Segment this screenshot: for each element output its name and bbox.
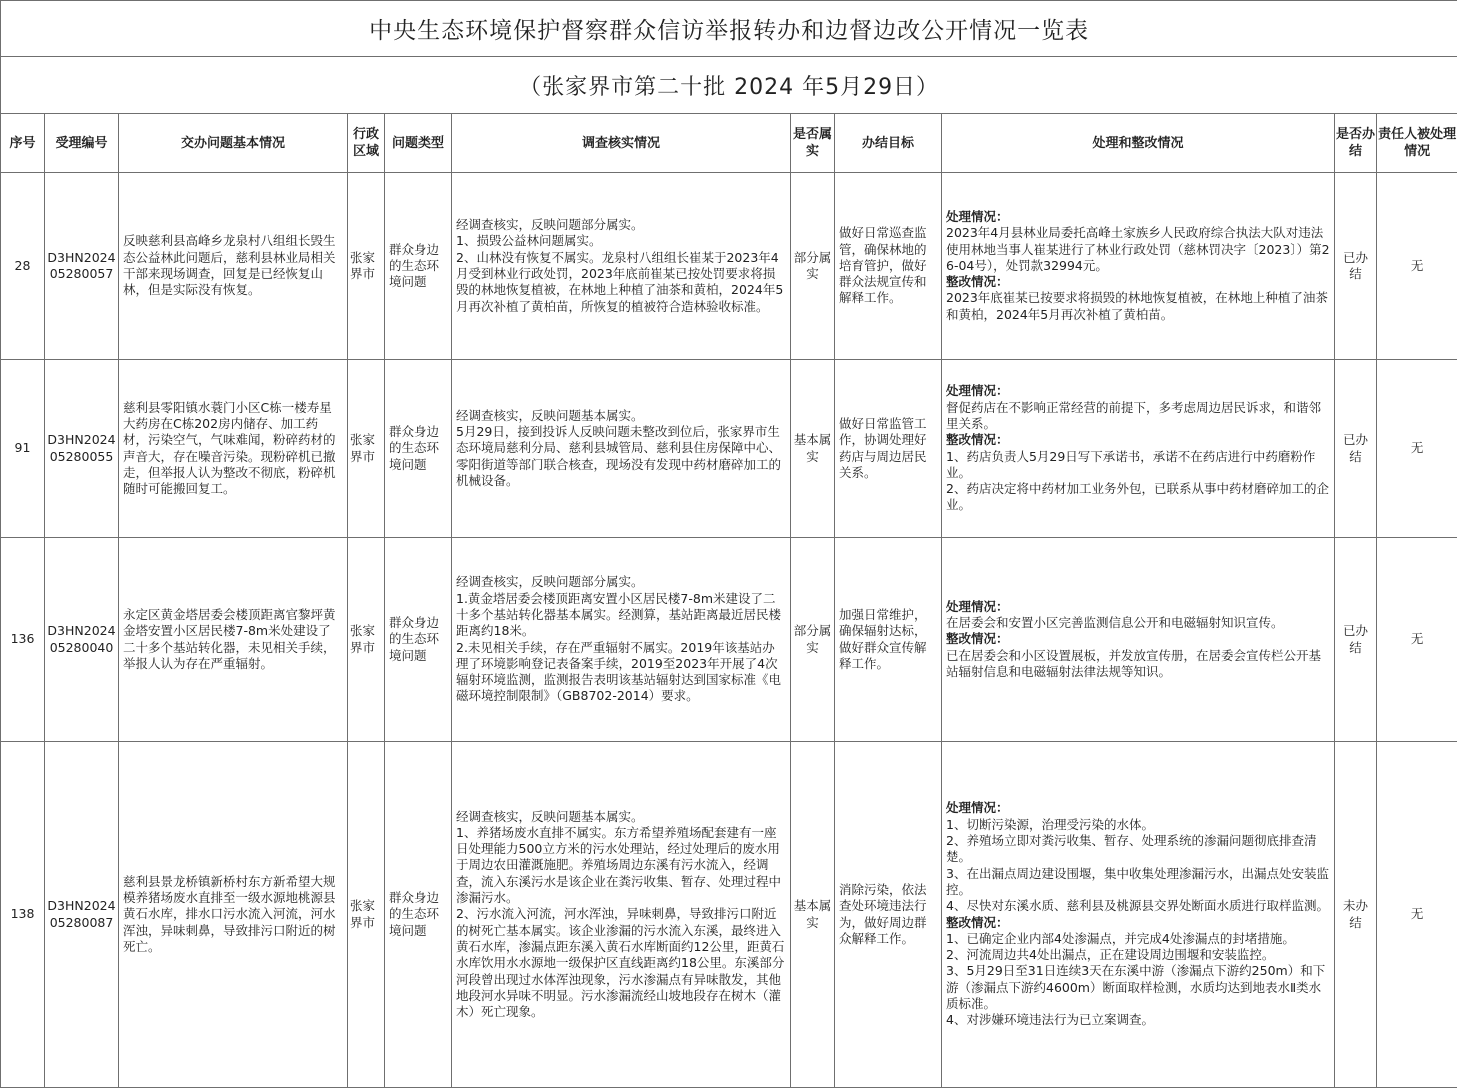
investigation-line: 2、山林没有恢复不属实。龙泉村八组组长崔某于2023年4月受到林业行政处罚，2023年底前崔某已按处罚要求将损毁的林地恢复植被，在林地上种植了油茶和黄柏，2024年5月再次补植了黄柏苗，所恢复的植被符合造林验收标准。 — [456, 250, 786, 315]
page-subtitle: （张家界市第二十批 2024 年5月29日） — [1, 57, 1457, 114]
cell-region: 张家界市 — [348, 360, 385, 538]
cell-done: 已办结 — [1335, 538, 1377, 742]
cell-handling — [942, 360, 1335, 538]
cell-handling — [942, 742, 1335, 1088]
cell-responsible: 无 — [1377, 742, 1457, 1088]
header-responsible: 责任人被处理情况 — [1377, 114, 1457, 173]
cell-issue: 慈利县景龙桥镇新桥村东方新希望大规模养猪场废水直排至一级水源地桃源县黄石水库，排水口污水流入河流，河水浑浊，异味刺鼻，导致排污口附近的树死亡。 — [119, 742, 348, 1088]
cell-seq: 28 — [1, 173, 45, 360]
cell-seq: 138 — [1, 742, 45, 1088]
table-row — [1, 538, 1457, 742]
rectify-label: 整改情况： — [946, 631, 1330, 647]
cell-code: D3HN2024 05280040 — [45, 538, 119, 742]
rectify-line: 1、药店负责人5月29日写下承诺书，承诺不在药店进行中药磨粉作业。 — [946, 449, 1330, 482]
investigation-line: 经调查核实，反映问题部分属实。 — [456, 217, 786, 233]
cell-code: D3HN2024 05280087 — [45, 742, 119, 1088]
header-issue: 交办问题基本情况 — [119, 114, 348, 173]
investigation-line: 1、损毁公益林问题属实。 — [456, 233, 786, 249]
cell-type: 群众身边的生态环境问题 — [385, 173, 452, 360]
cell-code: D3HN2024 05280055 — [45, 360, 119, 538]
table-row — [1, 742, 1457, 1088]
handling-line: 4、尽快对东溪水质、慈利县及桃源县交界处断面水质进行取样监测。 — [946, 898, 1330, 914]
cell-investigation — [452, 173, 791, 360]
investigation-line: 经调查核实，反映问题部分属实。 — [456, 574, 786, 590]
header-investigation: 调查核实情况 — [452, 114, 791, 173]
cell-goal: 做好日常监管工作，协调处理好药店与周边居民关系。 — [835, 360, 942, 538]
handling-line: 2、养殖场立即对粪污收集、暂存、处理系统的渗漏问题彻底排查清楚。 — [946, 833, 1330, 866]
table-row — [1, 360, 1457, 538]
rectify-line: 2、药店决定将中药材加工业务外包，已联系从事中药材磨碎加工的企业。 — [946, 481, 1330, 514]
cell-issue: 反映慈利县高峰乡龙泉村八组组长毁生态公益林此问题后，慈利县林业局相关干部来现场调查，回复是已经恢复山林，但是实际没有恢复。 — [119, 173, 348, 360]
cell-truth: 部分属实 — [791, 173, 835, 360]
rectify-line: 2、河流周边共4处出漏点，正在建设周边围堰和安装监控。 — [946, 947, 1330, 963]
cell-responsible: 无 — [1377, 360, 1457, 538]
cell-handling — [942, 173, 1335, 360]
investigation-line: 经调查核实，反映问题基本属实。 — [456, 809, 786, 825]
rectify-line: 1、已确定企业内部4处渗漏点，并完成4处渗漏点的封堵措施。 — [946, 931, 1330, 947]
rectify-label: 整改情况： — [946, 274, 1330, 290]
rectify-line: 4、对涉嫌环境违法行为已立案调查。 — [946, 1012, 1330, 1028]
handling-line: 在居委会和安置小区完善监测信息公开和电磁辐射知识宣传。 — [946, 615, 1330, 631]
rectify-line: 已在居委会和小区设置展板，并发放宣传册，在居委会宣传栏公开基站辐射信息和电磁辐射法律法规等知识。 — [946, 648, 1330, 681]
table-row — [1, 173, 1457, 360]
rectify-line: 2023年底崔某已按要求将损毁的林地恢复植被，在林地上种植了油茶和黄柏，2024年5月再次补植了黄柏苗。 — [946, 290, 1330, 323]
cell-done: 已办结 — [1335, 173, 1377, 360]
header-seq: 序号 — [1, 114, 45, 173]
cell-investigation — [452, 742, 791, 1088]
cell-goal: 加强日常维护，确保辐射达标，做好群众宣传解释工作。 — [835, 538, 942, 742]
cell-investigation — [452, 360, 791, 538]
header-region: 行政区域 — [348, 114, 385, 173]
header-handling: 处理和整改情况 — [942, 114, 1335, 173]
cell-seq: 91 — [1, 360, 45, 538]
cell-responsible: 无 — [1377, 538, 1457, 742]
rectify-line: 3、5月29日至31日连续3天在东溪中游（渗漏点下游约250m）和下游（渗漏点下游约4600m）断面取样检测，水质均达到地表水Ⅱ类水质标准。 — [946, 963, 1330, 1012]
cell-type: 群众身边的生态环境问题 — [385, 360, 452, 538]
cell-responsible: 无 — [1377, 173, 1457, 360]
handling-label: 处理情况： — [946, 209, 1330, 225]
table-body — [1, 173, 1457, 1088]
cell-code: D3HN2024 05280057 — [45, 173, 119, 360]
header-goal: 办结目标 — [835, 114, 942, 173]
cell-investigation — [452, 538, 791, 742]
handling-line: 1、切断污染源，治理受污染的水体。 — [946, 817, 1330, 833]
cell-issue: 永定区黄金塔居委会楼顶距离官黎坪黄金塔安置小区居民楼7-8m米处建设了二十多个基站转化器，未见相关手续，举报人认为存在严重辐射。 — [119, 538, 348, 742]
cell-issue: 慈利县零阳镇水蓑门小区C栋一楼寿星大药房在C栋202房内储存、加工药材，污染空气，气味难闻，粉碎药材的声音大，存在噪音污染。现粉碎机已撤走，但举报人认为整改不彻底，粉碎机随时可能搬回复工。 — [119, 360, 348, 538]
handling-label: 处理情况： — [946, 800, 1330, 816]
header-code: 受理编号 — [45, 114, 119, 173]
cell-truth: 基本属实 — [791, 742, 835, 1088]
handling-line: 2023年4月县林业局委托高峰土家族乡人民政府综合执法大队对违法使用林地当事人崔某进行了林业行政处罚（慈林罚决字〔2023〕）第26-04号），处罚款32994元。 — [946, 225, 1330, 274]
header-done: 是否办结 — [1335, 114, 1377, 173]
cell-region: 张家界市 — [348, 742, 385, 1088]
cell-type: 群众身边的生态环境问题 — [385, 742, 452, 1088]
rectify-label: 整改情况： — [946, 915, 1330, 931]
handling-label: 处理情况： — [946, 599, 1330, 615]
investigation-line: 2、污水流入河流，河水浑浊，异味刺鼻，导致排污口附近的树死亡基本属实。该企业渗漏的污水流入东溪，最终进入黄石水库，渗漏点距东溪入黄石水库断面约12公里，距黄石水库饮用水水源地一级保护区直线距离约18公里。东溪部分河段曾出现过水体浑浊现象，污水渗漏点有异味散发，其他地段河水异味不明显。污水渗漏流经山坡地段存在树木（灌木）死亡现象。 — [456, 906, 786, 1020]
header-truth: 是否属实 — [791, 114, 835, 173]
investigation-line: 1.黄金塔居委会楼顶距离安置小区居民楼7-8m米建设了二十多个基站转化器基本属实。经测算，基站距离最近居民楼距离约18米。 — [456, 591, 786, 640]
investigation-line: 5月29日，接到投诉人反映问题未整改到位后，张家界市生态环境局慈利分局、慈利县城管局、慈利县住房保障中心、零阳街道等部门联合核查，现场没有发现中药材磨碎加工的机械设备。 — [456, 424, 786, 489]
cell-handling — [942, 538, 1335, 742]
cell-goal: 消除污染，依法查处环境违法行为，做好周边群众解释工作。 — [835, 742, 942, 1088]
handling-line: 督促药店在不影响正常经营的前提下，多考虑周边居民诉求，和谐邻里关系。 — [946, 400, 1330, 433]
investigation-line: 经调查核实，反映问题基本属实。 — [456, 408, 786, 424]
cell-seq: 136 — [1, 538, 45, 742]
cell-truth: 基本属实 — [791, 360, 835, 538]
cell-truth: 部分属实 — [791, 538, 835, 742]
cell-type: 群众身边的生态环境问题 — [385, 538, 452, 742]
cell-region: 张家界市 — [348, 538, 385, 742]
page-title: 中央生态环境保护督察群众信访举报转办和边督边改公开情况一览表 — [1, 1, 1457, 57]
investigation-line: 1、养猪场废水直排不属实。东方希望养殖场配套建有一座日处理能力500立方米的污水处理站，经过处理后的废水用于周边农田灌溉施肥。养殖场周边东溪有污水流入，经调查，流入东溪污水是该企业在粪污收集、暂存、处理过程中渗漏污水。 — [456, 825, 786, 906]
handling-label: 处理情况： — [946, 383, 1330, 399]
cell-region: 张家界市 — [348, 173, 385, 360]
cell-done: 已办结 — [1335, 360, 1377, 538]
cell-goal: 做好日常巡查监管，确保林地的培育管护，做好群众法规宣传和解释工作。 — [835, 173, 942, 360]
handling-line: 3、在出漏点周边建设围堰，集中收集处理渗漏污水，出漏点处安装监控。 — [946, 866, 1330, 899]
header-type: 问题类型 — [385, 114, 452, 173]
investigation-line: 2.未见相关手续，存在严重辐射不属实。2019年该基站办理了环境影响登记表备案手续，2019至2023年开展了4次辐射环境监测，监测报告表明该基站辐射达到国家标准《电磁环境控制限制》（GB8702-2014）要求。 — [456, 640, 786, 705]
rectify-label: 整改情况： — [946, 432, 1330, 448]
cell-done: 未办结 — [1335, 742, 1377, 1088]
